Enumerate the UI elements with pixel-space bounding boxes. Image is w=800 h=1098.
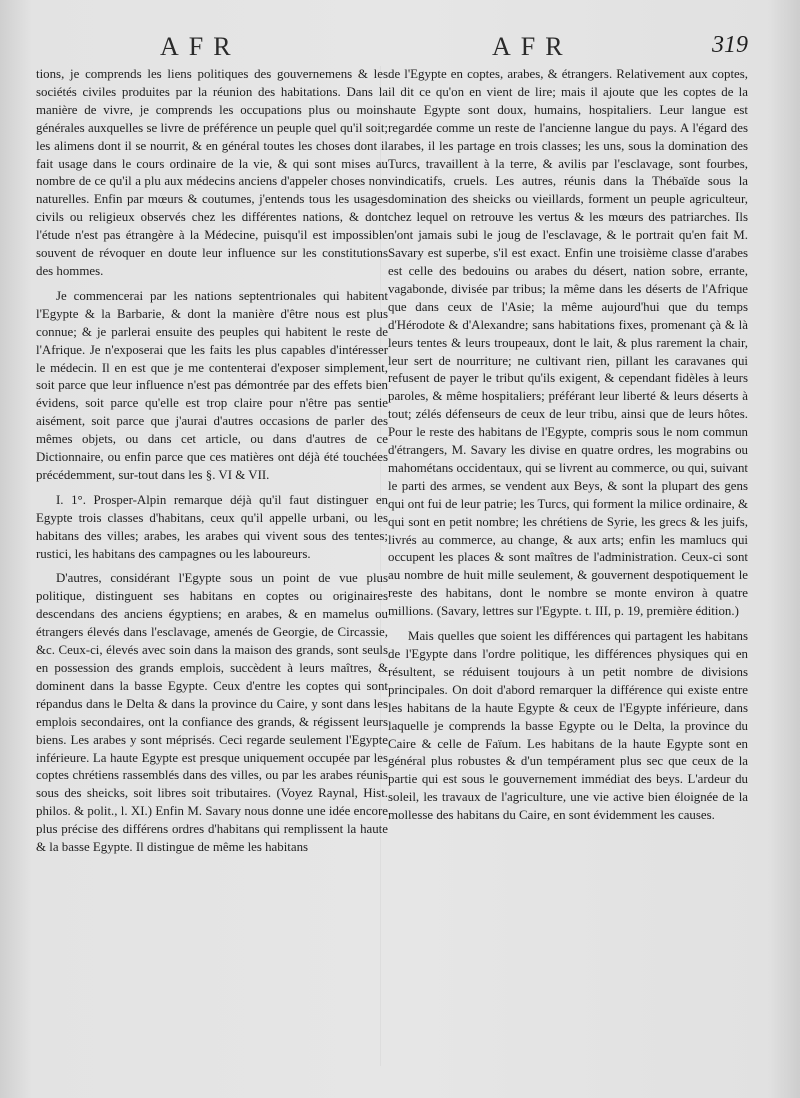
- page-header: [0, 32, 800, 62]
- page-number: 319: [712, 32, 748, 58]
- paragraph: Mais quelles que soient les différences qui partagent les habitans de l'Egypte dans l'ordre politique, les différences physiques qui en résultent, se réduisent toujours à un petit nombre de divisions principales. On doit d'abord remarquer la différence qui existe entre les habitans de la haute Egypte & ceux de l'Egypte inférieure, dans laquelle je comprends la basse Egypte ou le Delta, la province du Caire & celle de Faïum. Les habitans de la haute Egypte sont en général plus robustes & d'un tempérament plus sec que ceux de la partie qui est sous le gouvernement immédiat des beys. L'ardeur du soleil, les travaux de l'agriculture, une vie active bien éloignée de la mollesse des habitans du Caire, en sont évidemment les causes.: [388, 629, 748, 823]
- paragraph: I. 1°. Prosper-Alpin remarque déjà qu'il faut distinguer en Egypte trois classes d'habitans, ceux qu'il appelle urbani, ou les habitans des villes; arabes, les arabes qui vivent sous des tentes; rustici, les habitans des campagnes ou les laboureurs.: [36, 492, 388, 561]
- running-head-right: AFR: [492, 32, 573, 61]
- paragraph: D'autres, considérant l'Egypte sous un point de vue plus politique, distinguent ses habitans en coptes ou originaires descendans des anciens égyptiens; en arabes, & en mamelus ou étrangers élevés dans l'esclavage, amenés de Georgie, de Circassie, &c. Ceux-ci, élevés avec soin dans la maison des grands, sont seuls en possession des grands emplois, succèdent à leurs maîtres, & dominent dans la basse Egypte. Ceux d'entre les coptes qui sont répandus dans le Delta & dans la province du Caire, y sont dans les emplois secondaires, ont la confiance des grands, & régissent leurs biens. Les arabes y sont méprisés. Ceci regarde seulement l'Egypte inférieure. La haute Egypte est presque uniquement occupée par les coptes chrétiens rassemblés dans des villes, ou par les arabes réunis sous des sheicks, soit libres soit tributaires. (Voyez Raynal, Hist. philos. & polit., l. XI.) Enfin M. Savary nous donne une idée encore plus précise des différens ordres d'habitans qui remplissent la haute & la basse Egypte. Il distingue de même les habitans: [36, 571, 388, 855]
- running-head-left: AFR: [160, 32, 241, 61]
- paragraph: de l'Egypte en coptes, arabes, & étrangers. Relativement aux coptes, il dit ce qu'on en vient de lire; mais il ajoute que les coptes de la haute Egypte sont doux, humains, hospitaliers. Leur langue est regardée comme un reste de l'ancienne langue du pays. A l'égard des arabes, il les partage en trois classes; les uns, sous la domination des Turcs, travaillent à la terre, & avilis par l'esclavage, sont fourbes, vindicatifs, cruels. Les autres, réunis dans la Thébaïde sous la domination des sheicks ou vieillards, forment un peuple agriculteur, chez lequel on retrouve les vertus & les mœurs des patriarches. Ils n'ont jamais subi le joug de l'esclavage, & le portrait qu'en fait M. Savary est superbe, s'il est exact. Enfin une troisième classe d'arabes est celle des bedouins ou arabes du désert, nation sobre, errante, vagabonde, divisée par tribus; la même dans les déserts de l'Afrique que dans ceux de l'Asie; la même aujourd'hui que du temps d'Hérodote & d'Alexandre; sans habitations fixes, promenant çà & là leurs tentes & leurs troupeaux, dont le lait, & plus rarement la chair, leur sert de nourriture; ne cultivant rien, pillant les caravanes qui refusent de payer le tribut qu'ils exigent, & cependant fidèles à leurs paroles, & même hospitaliers; préférant leur liberté & leurs déserts à tout; zélés défenseurs de ceux de leur tribu, ainsi que de leurs hôtes. Pour le reste des habitans de l'Egypte, compris sous le nom commun d'étrangers, M. Savary les divise en quatre ordres, les mograbins ou mahométans occidentaux, qui se livrent au commerce, ou qui, suivant le parti des armes, se vendent aux Beys, & sont la plupart des gens qui ont fui de leur patrie; les Turcs, qui forment la milice ordinaire, & qui sont en petit nombre; les chrétiens de Syrie, les grecs & les juifs, livrés au commerce, au change, & aux arts; enfin les mamlucs qui occupent les places & sont maîtres de l'administration. Ceux-ci sont au nombre de huit mille seulement, & gouvernent despotiquement le reste des habitans, dont le nombre se monte environ à quatre millions. (Savary, lettres sur l'Egypte. t. III, p. 19, première édition.): [388, 67, 748, 619]
- right-column: [388, 66, 748, 825]
- paragraph: tions, je comprends les liens politiques des gouvernemens & les sociétés civiles produites par la réunion des habitations. Dans la manière de vivre, je comprends les occupations plus ou moins générales auxquelles se livre de préférence un peuple quel qu'il soit; les alimens dont il se nourrit, & en général toutes les choses dont il fait usage dans le cours ordinaire de la vie, & qui sont mises au nombre de ce qu'il a plu aux médecins anciens d'appeler choses non naturelles. Enfin par mœurs & coutumes, j'entends tous les usages civils ou religieux observés chez les différentes nations, & dont l'étude n'est pas étrangère à la Médecine, puisqu'il est impossible souvent de révoquer en doute leur influence sur les constitutions des hommes.: [36, 67, 388, 278]
- paragraph: Je commencerai par les nations septentrionales qui habitent l'Egypte & la Barbarie, & dont la manière d'être nous est plus connue; & je parlerai ensuite des peuples qui habitent le reste de l'Afrique. Je n'exposerai que les faits les plus capables d'intéresser le médecin. Il en est que je me contenterai d'exposer simplement, soit parce que leur influence n'est pas démontrée par des effets bien évidens, soit parce qu'elle est trop claire pour n'être pas sentie aisément, soit parce que j'aurai d'autres occasions de parler des mêmes objets, ou dans cet article, ou dans d'autres de ce Dictionnaire, ou enfin parce que ces matières ont déjà été touchées précédemment, sur-tout dans les §. VI & VII.: [36, 288, 388, 482]
- left-column: [36, 66, 388, 857]
